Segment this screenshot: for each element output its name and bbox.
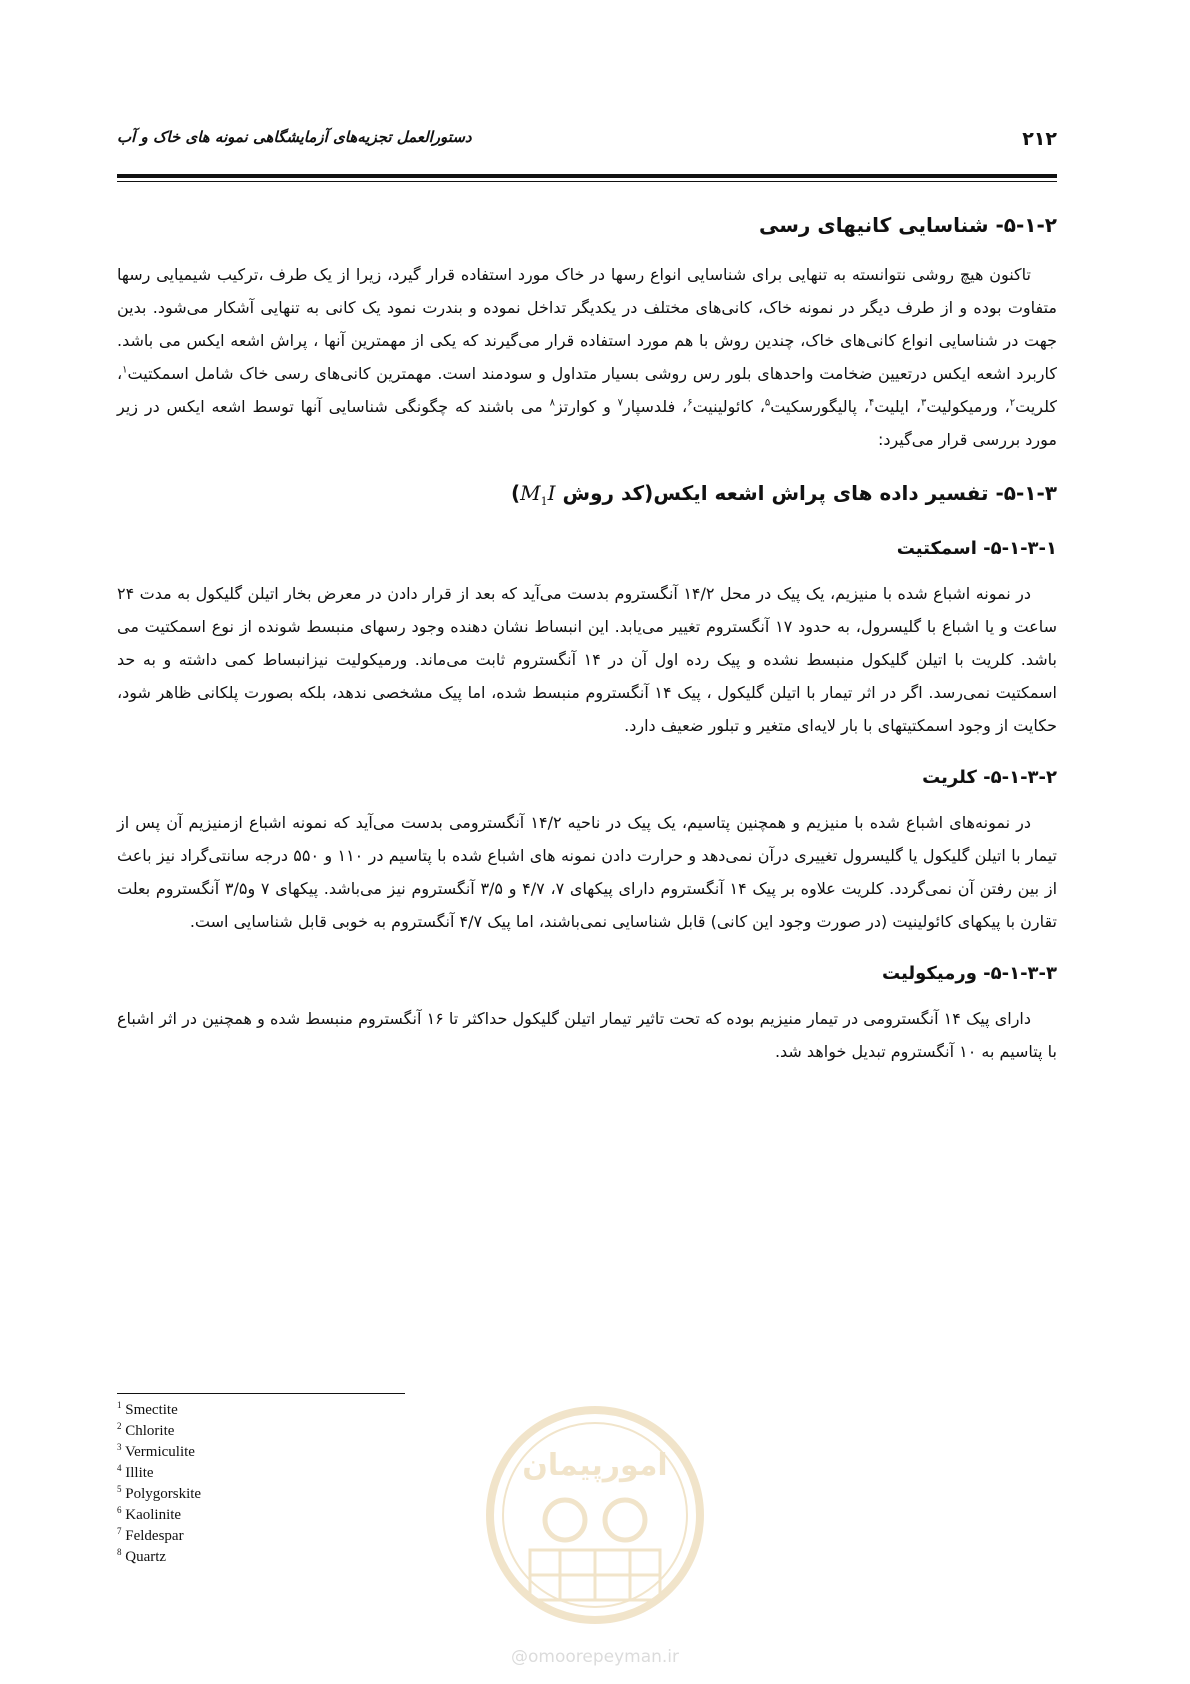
footnote-text: Vermiculite	[124, 1444, 195, 1460]
xrd-heading-close: )	[510, 481, 521, 505]
smectite-paragraph: در نمونه اشباع شده با منیزیم، یک پیک در محل ۱۴/۲ آنگستروم بدست می‌آید که بعد از قرار دادن در معرض بخار اتیلن گلیکول به مدت ۲۴ ساعت و یا اشباع با گلیسرول، به حدود ۱۷ آنگستروم تغییر می‌یابد. این انبساط نشان دهنده وجود رسهای منبسط شونده از نوع اسمکتیت می باشد. کلریت با اتیلن گلیکول منبسط نشده و پیک رده اول آن در ۱۴ آنگستروم ثابت می‌ماند. ورمیکولیت نیزانبساط کمی داشته و به حد اسمکتیت نمی‌رسد. اگر در اثر تیمار با اتیلن گلیکول ، پیک ۱۴ آنگستروم منبسط شده، اما پیک مشخصی ندهد، بلکه بصورت پلکانی ظاهر شود، حکایت از وجود اسمکتیتهای با بار لایه‌ای متغیر و تبلور ضعیف دارد.	[117, 584, 1058, 735]
gear-icon	[545, 1500, 585, 1540]
footnote-number: 1	[117, 1400, 122, 1410]
mineral-name: و کوارتز	[554, 397, 618, 416]
chlorite-paragraph: در نمونه‌های اشباع شده با منیزیم و همچنین پتاسیم، یک پیک در ناحیه ۱۴/۲ آنگسترومی بدست می‌آید که نمونه اشباع ازمنیزیم آن پس از تیمار با اتیلن گلیکول یا گلیسرول تغییری درآن نمی‌دهد و حرارت دادن نمونه های اشباع شده با پتاسیم در ۱۱۰ و ۵۵۰ درجه سانتی‌گراد نیز باعث از بین رفتن آن نمی‌گردد. کلریت علاوه بر پیک ۱۴ آنگستروم دارای پیکهای ۷، ۴/۷ و ۳/۵ آنگستروم نیز می‌باشد. پیکهای ۷ و۳/۵ آنگستروم بعلت تقارن با پیکهای کائولینیت (در صورت وجود این کانی) قابل شناسایی نمی‌باشند، اما پیک ۴/۷ آنگستروم به خوبی قابل شناسایی است.	[117, 813, 1058, 931]
mineral-name: ، پالیگورسکیت	[770, 397, 869, 416]
footnote-item	[117, 1526, 517, 1547]
xrd-heading-text: ۵-۱-۳- تفسیر داده های پراش اشعه ایکس(کد روش	[562, 481, 1057, 505]
watermark-logo-text: امورپیمان	[522, 1448, 668, 1483]
footnote-item	[117, 1421, 517, 1442]
section-heading-clay-minerals: ۵-۱-۲- شناسایی کانیهای رسی	[759, 213, 1057, 237]
watermark-logo	[460, 1400, 730, 1670]
method-code	[520, 481, 556, 508]
mineral-name: ، کائولینیت	[692, 397, 765, 416]
footnote-item	[117, 1484, 517, 1505]
mineral-name: ، فلدسپار	[623, 397, 688, 416]
method-code-letter: M	[520, 481, 541, 505]
footnote-text: Polygorskite	[125, 1486, 202, 1502]
footnotes	[117, 1400, 517, 1568]
footnote-text: Feldespar	[125, 1528, 184, 1544]
page-header	[117, 128, 1057, 158]
footnote-ref-2: ۲	[1009, 397, 1016, 409]
vermiculite-paragraph: دارای پیک ۱۴ آنگسترومی در تیمار منیزیم بوده که تحت تاثیر تیمار اتیلن گلیکول حداکثر تا ۱۶ آنگستروم منبسط شده و همچنین در اثر اشباع با پتاسیم به ۱۰ آنگستروم تبدیل خواهد شد.	[117, 1009, 1057, 1061]
footnote-number: 4	[117, 1463, 122, 1473]
subsection-heading-smectite: ۵-۱-۳-۱- اسمکتیت	[896, 538, 1057, 559]
clay-paragraph-text: تاکنون هیچ روشی نتوانسته به تنهایی برای شناسایی انواع رسها در خاک مورد استفاده قرار گیرد، زیرا از یک طرف ،ترکیب شیمیایی رسها متفاوت بوده و از طرف دیگر در نمونه خاک، کانی‌های مختلف در یکدیگر تداخل نموده و بندرت نمود یک کانی به تنهایی آشکار می‌شود. بدین جهت در شناسایی انواع کانی‌های خاک، چندین روش با هم مورد استفاده قرار می‌گیرند که یکی از مهمترین آنها ، پراش اشعه ایکس می باشد. کاربرد اشعه ایکس درتعیین ضخامت واحدهای بلور رس روشی بسیار متداول و سودمند است. مهمترین کانی‌های رسی خاک شامل اسمکتیت	[117, 265, 1057, 383]
clay-paragraph	[117, 258, 1057, 456]
method-code-subscript: 1	[540, 495, 548, 508]
method-code-tail: I	[547, 481, 556, 505]
footnote-item	[117, 1547, 517, 1568]
footnote-number: 8	[117, 1547, 122, 1557]
footnote-number: 7	[117, 1526, 122, 1536]
footnote-text: Kaolinite	[125, 1507, 182, 1523]
subsection-heading-chlorite: ۵-۱-۳-۲- کلریت	[922, 767, 1057, 788]
footnote-text: Quartz	[125, 1549, 167, 1565]
footnote-item	[117, 1505, 517, 1526]
footnote-ref-1: ۱	[122, 364, 128, 376]
footnote-text: Smectite	[125, 1402, 178, 1418]
mineral-name: ، کلریت	[117, 364, 1058, 416]
mineral-name: ، ورمیکولیت	[926, 397, 1010, 416]
page-number: ۲۱۲	[1022, 128, 1057, 150]
footnote-ref-7: ۷	[617, 397, 624, 409]
footnote-ref-5: ۵	[764, 397, 771, 409]
section-heading-xrd	[117, 478, 1057, 517]
header-rule-thin	[117, 181, 1057, 182]
footnote-number: 6	[117, 1505, 122, 1515]
footnote-item	[117, 1463, 517, 1484]
footnote-number: 5	[117, 1484, 122, 1494]
footnote-number: 2	[117, 1421, 122, 1431]
footnote-ref-4: ۴	[868, 397, 875, 409]
grid-building-icon	[530, 1550, 660, 1600]
footnote-text: Illite	[125, 1465, 154, 1481]
mineral-name: ، ایلیت	[874, 397, 921, 416]
clay-paragraph-end: می باشند که چگونگی شناسایی آنها توسط اشعه ایکس در زیر مورد بررسی قرار می‌گیرد:	[117, 397, 1057, 449]
footnote-ref-6: ۶	[687, 397, 693, 409]
footnote-number: 3	[117, 1442, 122, 1452]
footnote-separator	[117, 1393, 405, 1394]
footnote-item	[117, 1400, 517, 1421]
footnote-ref-3: ۳	[921, 397, 927, 409]
footnote-ref-8: ۸	[549, 397, 555, 409]
header-rule-thick	[117, 174, 1057, 178]
running-title: دستورالعمل تجزیه‌های آزمایشگاهی نمونه های خاک و آب	[117, 128, 472, 146]
footnote-text: Chlorite	[125, 1423, 175, 1439]
footnote-item	[117, 1442, 517, 1463]
main-content	[117, 210, 1057, 1090]
watermark-url: @omoorepeyman.ir	[510, 1647, 680, 1667]
gear-icon	[605, 1500, 645, 1540]
subsection-heading-vermiculite: ۵-۱-۳-۳- ورمیکولیت	[881, 963, 1057, 984]
